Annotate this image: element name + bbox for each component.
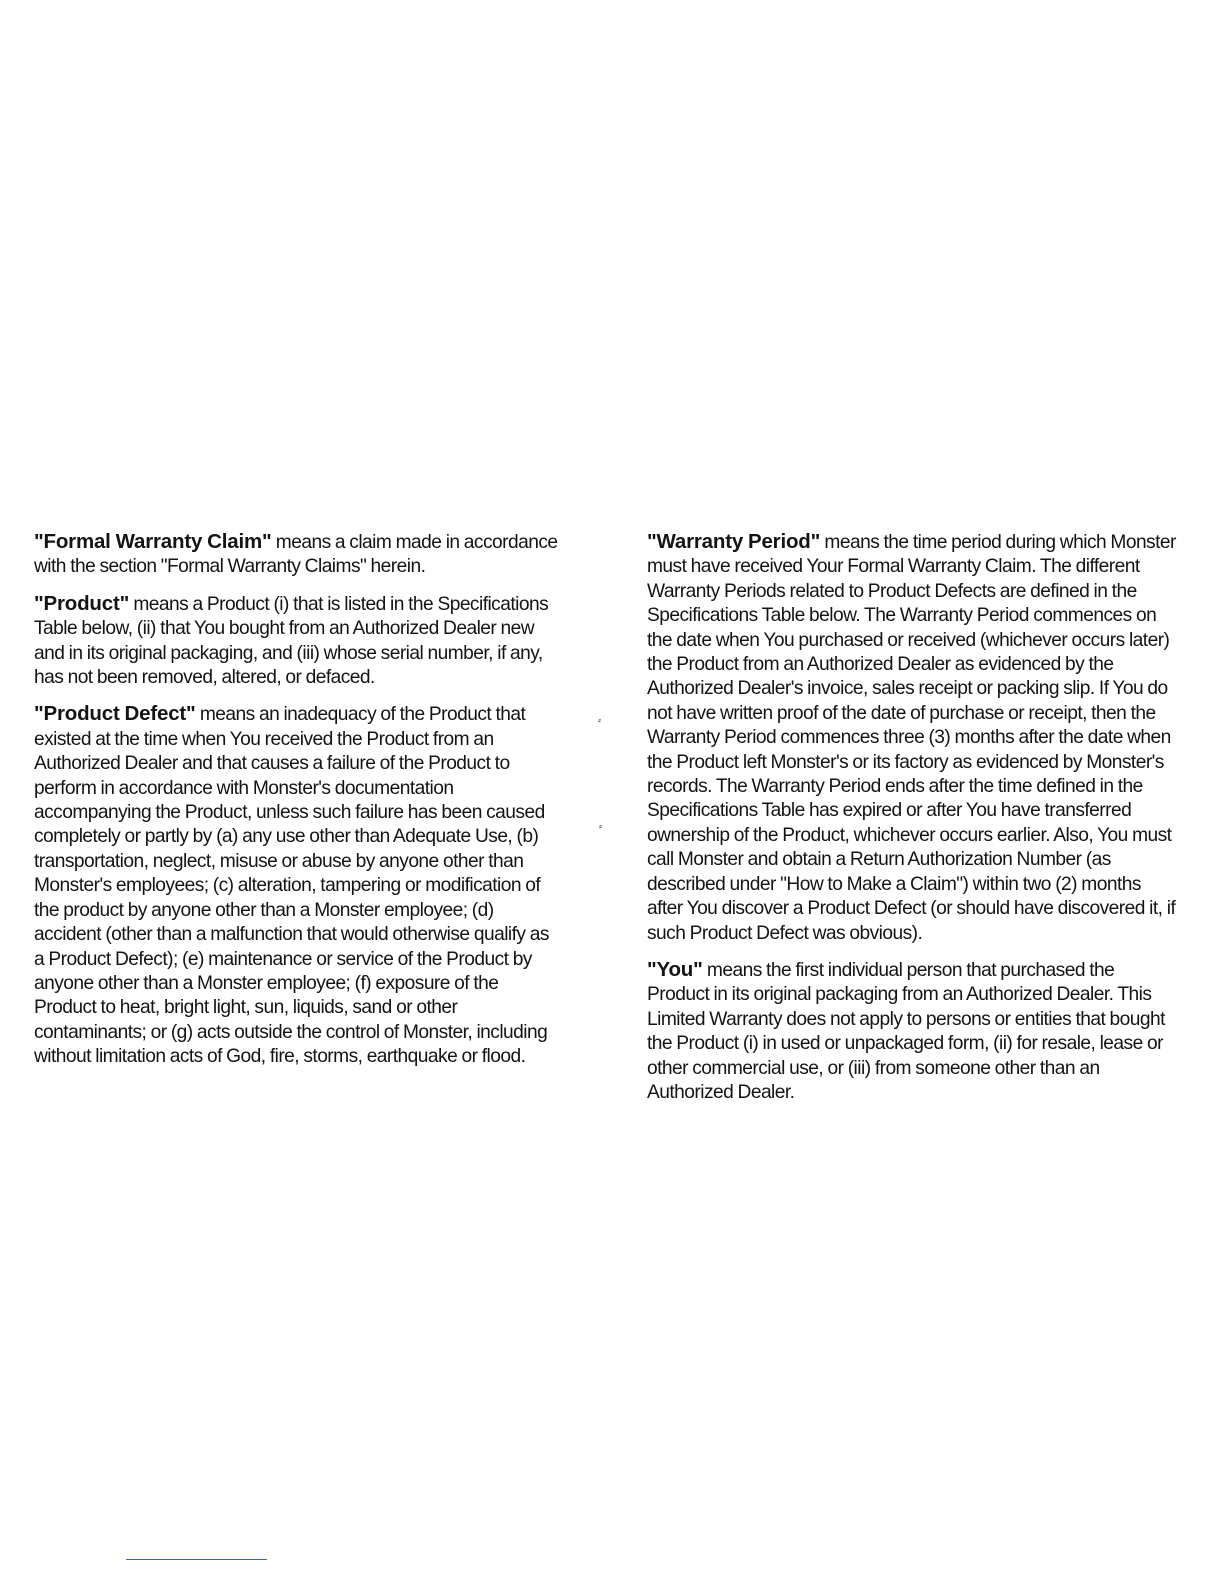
- definition-text: means a Product (i) that is listed in the Specifications Table below, (ii) that You bought from an Authorized Dealer new and in its original packaging, and (iii) whose serial number, if any, has not been removed, altered, or defaced.: [34, 593, 549, 689]
- left-column: [34, 530, 562, 1082]
- definition-formal-warranty-claim: [34, 530, 562, 580]
- definition-product: [34, 592, 562, 691]
- definition-text: means a claim made in accordance with the section "Formal Warranty Claims" herein.: [34, 532, 558, 578]
- definition-product-defect: [34, 702, 562, 1069]
- definition-term: "You": [647, 957, 703, 981]
- definition-you: [647, 958, 1177, 1105]
- margin-mark: ⸗: [599, 821, 602, 831]
- definition-term: "Formal Warranty Claim": [34, 530, 272, 553]
- definition-term: "Product": [34, 591, 130, 615]
- definition-text: means the time period during which Monster must have received Your Formal Warranty Claim. The different Warranty Periods related to Product Defects are defined in the Specifications Table below. The Warranty Period commences on the date when You purchased or received (whichever occurs later) the Product from an Authorized Dealer as evidenced by the Authorized Dealer's invoice, sales receipt or packing slip. If You do not have written proof of the date of purchase or receipt, then the Warranty Period commences three (3) months after the date when the Product left Monster's or its factory as evidenced by Monster's records. The Warranty Period ends after the time defined in the Specifications Table has expired or after You have transferred ownership of the Product, whichever occurs earlier. Also, You must call Monster and obtain a Return Authorization Number (as described under "How to Make a Claim") within two (2) months after You discover a Product Defect (or should have discovered it, if such Product Defect was obvious).: [647, 532, 1176, 944]
- footer-rule: [126, 1559, 267, 1560]
- right-column: [647, 530, 1177, 1117]
- definition-warranty-period: [647, 530, 1177, 946]
- definition-term: "Product Defect": [34, 702, 196, 726]
- margin-mark: ⸗: [598, 715, 601, 725]
- definition-text: means the first individual person that purchased the Product in its original packaging from an Authorized Dealer. This Limited Warranty does not apply to persons or entities that bought the Product (i) in used or unpackaged form, (ii) for resale, lease or other commercial use, or (iii) from someone other than an Authorized Dealer.: [647, 959, 1165, 1103]
- definition-term: "Warranty Period": [647, 530, 821, 553]
- definition-text: means an inadequacy of the Product that existed at the time when You received the Product from an Authorized Dealer and that causes a failure of the Product to perform in accordance with Monster's documentation accompanying the Product, unless such failure has been caused completely or partly by (a) any use other than Adequate Use, (b) transportation, neglect, misuse or abuse by anyone other than Monster's employees; (c) alteration, tampering or modification of the product by anyone other than a Monster employee; (d) accident (other than a malfunction that would otherwise qualify as a Product Defect); (e) maintenance or service of the Product by anyone other than a Monster employee; (f) exposure of the Product to heat, bright light, sun, liquids, sand or other contaminants; or (g) acts outside the control of Monster, including without limitation acts of God, fire, storms, earthquake or flood.: [34, 704, 549, 1068]
